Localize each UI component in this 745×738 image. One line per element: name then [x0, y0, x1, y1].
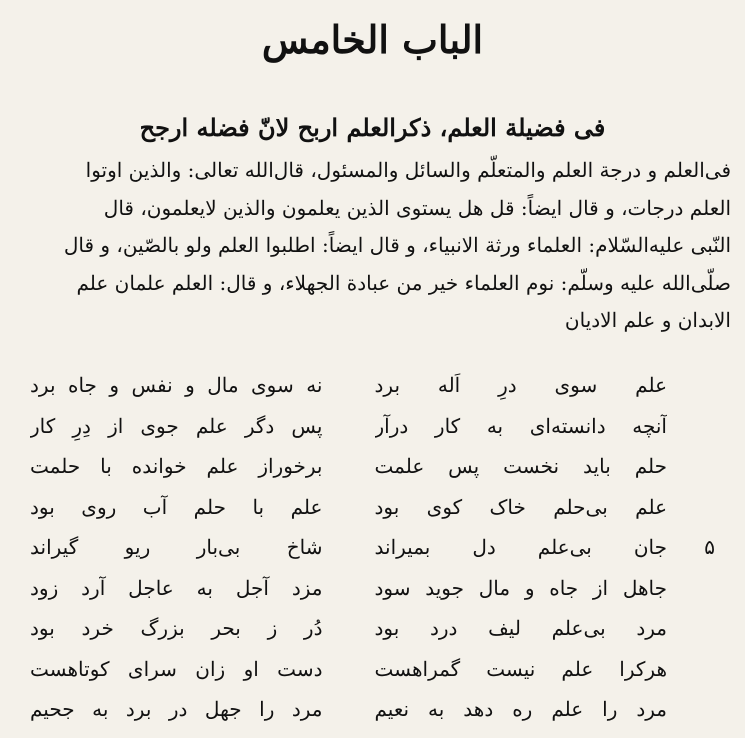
first-hemistich: جاهل از جاه و مال جوید سود — [374, 575, 667, 600]
verse-row — [30, 406, 715, 447]
second-hemistich: علم با حلم آب روی بود — [30, 494, 323, 519]
second-hemistich: نه سوی مال و نفس و جاه برد — [30, 373, 323, 397]
first-hemistich: علم سوی درِ اَله برد — [374, 373, 667, 397]
first-hemistich: هرکرا علم نیست گمراهست — [374, 656, 667, 681]
verse-row — [30, 487, 715, 528]
first-hemistich: آنچه دانسته‌ای به کار درآر — [374, 413, 667, 438]
second-hemistich: مزد آجل به عاجل آرد زود — [30, 575, 323, 600]
second-hemistich: شاخ بی‌بار ریو گیراند — [30, 535, 323, 559]
prose-line: الابدان و علم الادیان — [564, 308, 731, 332]
second-hemistich: پس دگر علم جوی از دِرِ کار — [30, 413, 323, 438]
first-hemistich: جان بی‌علم دل بمیراند — [374, 535, 667, 559]
verse-row — [30, 527, 715, 568]
chapter-title: الباب الخامس — [261, 17, 484, 62]
prose-line: العلم درجات، و قال ایضاً: قل هل یستوی الذین یعلمون والذین لایعلمون، قال — [103, 195, 731, 220]
verse-row — [30, 689, 715, 730]
prose-line: صلّی‌الله علیه وسلّم: نوم العلماء خیر من عبادة الجهلاء، و قال: العلم علمان علم — [76, 270, 731, 295]
verse-row — [30, 649, 715, 690]
prose-paragraph — [14, 152, 731, 340]
second-hemistich: دست او زان سرای کوتاهست — [30, 656, 323, 681]
first-hemistich: علم بی‌حلم خاک کوی بود — [374, 494, 667, 519]
first-hemistich: حلم باید نخست پس علمت — [374, 454, 667, 478]
second-hemistich: برخوراز علم خوانده با حلمت — [30, 454, 323, 478]
first-hemistich: مرد را علم ره دهد به نعیم — [374, 697, 667, 721]
first-hemistich: مرد بی‌علم لیف درد بود — [374, 616, 667, 640]
verse-row — [30, 608, 715, 649]
verse-number: ۵ — [704, 535, 715, 559]
verse-row — [30, 568, 715, 609]
prose-line: النّبی علیه‌السّلام: العلماء ورثة الانبیاء، و قال ایضاً: اطلبوا العلم ولو بالصّین، و قال — [63, 233, 731, 257]
verse-row — [30, 365, 715, 406]
verse-block — [30, 365, 715, 730]
second-hemistich: مرد را جهل در برد به جحیم — [30, 697, 323, 721]
second-hemistich: دُر ز بحر بزرگ خرد بود — [30, 616, 323, 640]
prose-line: فی‌العلم و درجة العلم والمتعلّم والسائل والمسئول، قال‌الله تعالی: والذین اوتوا — [85, 158, 731, 182]
section-heading: فی فضیلة العلم، ذکرالعلم اربح لانّ فضله ارجح — [139, 113, 606, 142]
verse-row — [30, 446, 715, 487]
